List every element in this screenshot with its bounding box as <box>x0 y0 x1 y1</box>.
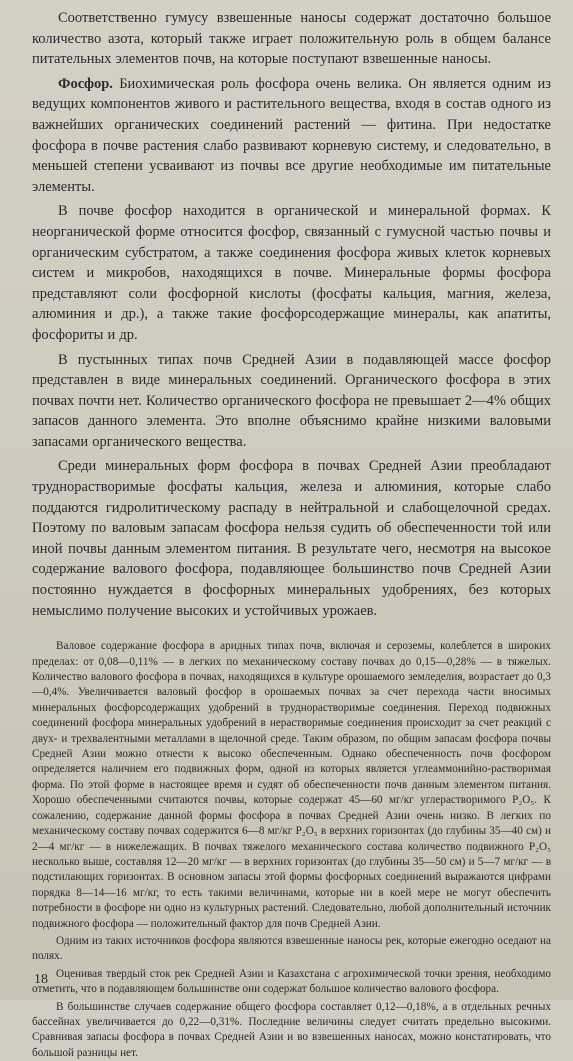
page-number: 18 <box>34 972 48 987</box>
paragraph-phosphorus-forms: В почве фосфор находится в органической и минеральной формах. К неорганической форме относится фосфор, связанный с гумусной частью почвы и органическим субстратом, а также соединения фосфора живых клеток корневых систем и микробов, находящихся в почве. Минеральные формы фосфора представляют соли фосфорной кислоты (фосфаты кальция, магния, железа, алюминия и др.), а также такие фосфорсодержащие минералы, как апатиты, фосфориты и др. <box>32 203 551 343</box>
paragraph-nitrogen: Соответственно гумусу взвешенные наносы содержат достаточно большое количество азота, который также играет положительную роль в общем балансе питательных элементов почв, на которые поступают взвешенные наносы. <box>32 10 551 68</box>
paragraph-desert-soils: В пустынных типах почв Средней Азии в подавляющей массе фосфор представлен в виде минеральных соединений. Органического фосфора в этих почвах почти нет. Количество органического фосфора не превышает 2—4% общих запасов данного элемента. Это вполне объяснимо крайне низкими валовыми запасами органического вещества. <box>32 351 551 450</box>
phosphorus-role-text: Биохимическая роль фосфора очень велика. Он является одним из ведущих компонентов живого и растительного вещества, входя в состав одного из важнейших органических соединений растений — фитина. При недостатке фосфора в почве растения слабо развивают корневую систему, и следовательно, в меньшей степени усваивают из почвы все другие необходимые им питательные элементы. <box>32 75 551 195</box>
text-area <box>32 8 551 1061</box>
paragraph-mineral-forms: Среди минеральных форм фосфора в почвах Средней Азии преобладают труднорастворимые фосфаты кальция, железа и алюминия, которые слабо поддаются гидролитическому распаду в нейтральной и слабощелочной средах. Поэтому по валовым запасам фосфора нельзя судить об обеспеченности той или иной почвы данным элементом питания. В результате чего, несмотря на высокое содержание валового фосфора, подавляющее большинство почв Средней Азии постоянно нуждается в фосфорных минеральных удобрениях, без которых немыслимо получение высоких и устойчивых урожаев. <box>32 458 551 619</box>
phosphorus-heading: Фосфор. <box>58 75 113 92</box>
small-paragraph-sources: Одним из таких источников фосфора являются взвешенные наносы рек, которые ежегодно оседают на полях. <box>32 934 551 963</box>
small-print-section <box>32 639 551 1061</box>
paragraph-phosphorus-role <box>32 74 551 198</box>
main-text <box>32 8 551 621</box>
small-paragraph-total-phosphorus: В большинстве случаев содержание общего фосфора составляет 0,12—0,18%, а в отдельных речных бассейнах увеличивается до 0,22—0,31%. Последние величины следует считать предельно высокими. Сравнивая запасы фосфора в почвах Средней Азии и во взвешенных наносах, можно констатировать, что большой разницы нет. <box>32 1000 551 1059</box>
small-paragraph-solid-runoff: Оценивая твердый сток рек Средней Азии и Казахстана с агрохимической точки зрения, необходимо отметить, что в подавляющем большинстве они содержат большое количество валового фосфора. <box>32 967 551 996</box>
small-paragraph-gross-content: Валовое содержание фосфора в аридных типах почв, включая и сероземы, колеблется в широких пределах: от 0,08—0,11% — в легких по механическому составу почвах до 0,15—0,28% — в тяжелых. Количество валового фосфора в почвах, находящихся в культуре орошаемого земледелия, возрастает до 0,3—0,4%. Увеличивается валовый фосфор в орошаемых почвах за счет перехода части вносимых минеральных фосфорсодержащих удобрений в труднорастворимые соединения. Переход подвижных соединений фосфора минеральных удобрений в нерастворимые соединения происходит за счет реакций с двух- и трехвалентными металлами в щелочной среде. Таким образом, по общим запасам фосфора почвы Средней Азии можно отнести к высоко обеспеченным. Однако обеспеченность почв фосфором определяется наличием его подвижных форм, одной из которых является углеаммонийно-растворимая форма. По этой форме в настоящее время и судят об обеспеченности почв данным элементом питания. Хорошо обеспеченными считаются почвы, которые содержат 45—60 мг/кг углерастворимого P₂O₅. К сожалению, содержание данной формы фосфора в почвах Средней Азии очень низко. В легких по механическому составу почвах содержится 6—8 мг/кг P₂O₅ в верхних горизонтах (до глубины 35—40 см) и 2—4 мг/кг — в нижележащих. В почвах тяжелого механического состава количество подвижного P₂O₅ несколько выше, составляя 12—20 мг/кг — в верхних горизонтах (до глубины 35—50 см) и 5—7 мг/кг — в подстилающих горизонтах. В основном запасы этой формы фосфорных соединений выражаются цифрами порядка 8—14—16 мг/кг, то есть такими величинами, которые ни в коей мере не могут обеспечить потребности в фосфоре ни одно из культурных растений. Следовательно, любой дополнительный источник подвижного фосфора — положительный фактор для почв Средней Азии. <box>32 640 551 930</box>
